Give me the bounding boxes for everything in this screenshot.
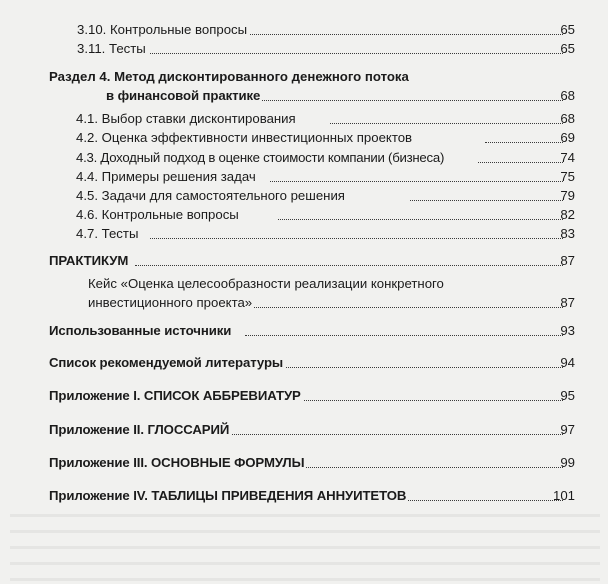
toc-entry-page: 79	[560, 188, 575, 203]
dot-leader	[135, 265, 563, 266]
toc-entry-4-4[interactable]	[0, 168, 608, 188]
dot-leader	[150, 238, 563, 239]
dot-leader	[248, 307, 563, 308]
toc-entry-title: Приложение IV. ТАБЛИЦЫ ПРИВЕДЕНИЯ АННУИТЕТОВ	[49, 488, 407, 503]
toc-entry-title: 4.3. Доходный подход в оценке стоимости компании (бизнеса)	[76, 150, 445, 165]
dot-leader	[330, 123, 563, 124]
toc-entry-title: Использованные источники	[49, 323, 232, 338]
dot-leader	[222, 434, 563, 435]
toc-entry-page: 65	[560, 41, 575, 56]
toc-entry-page: 99	[560, 455, 575, 470]
toc-section-4-title-line1[interactable]: Раздел 4. Метод дисконтированного денежного потока	[49, 69, 409, 84]
toc-entry-title: 4.6. Контрольные вопросы	[76, 207, 239, 222]
dot-leader	[282, 367, 563, 368]
toc-entry-page: 68	[560, 88, 575, 103]
toc-entry-page: 94	[560, 355, 575, 370]
toc-entry-page: 83	[560, 226, 575, 241]
toc-appendix-3[interactable]	[0, 454, 608, 474]
toc-entry-4-6[interactable]	[0, 206, 608, 226]
toc-entry-4-7[interactable]	[0, 225, 608, 245]
toc-entry-title: ПРАКТИКУМ	[49, 253, 129, 268]
toc-entry-page: 93	[560, 323, 575, 338]
toc-entry-page: 74	[560, 150, 575, 165]
dot-leader	[250, 34, 563, 35]
toc-entry-page: 87	[560, 295, 575, 310]
toc-case-title-line1[interactable]: Кейс «Оценка целесообразности реализации конкретного	[88, 276, 444, 291]
toc-entry-title: 4.1. Выбор ставки дисконтирования	[76, 111, 296, 126]
toc-entry-4-1[interactable]	[0, 110, 608, 130]
toc-entry-title: 4.7. Тесты	[76, 226, 139, 241]
toc-entry-page: 65	[560, 22, 575, 37]
dot-leader	[270, 181, 563, 182]
dot-leader	[150, 53, 563, 54]
toc-entry-page: 87	[560, 253, 575, 268]
toc-entry-title: Список рекомендуемой литературы	[49, 355, 284, 370]
toc-recommended-literature[interactable]	[0, 354, 608, 374]
toc-entry-title: инвестиционного проекта»	[88, 295, 253, 310]
toc-entry-page: 101	[552, 488, 575, 503]
toc-entry-4-5[interactable]	[0, 187, 608, 207]
toc-entry-title: в финансовой практике	[106, 88, 261, 103]
toc-entry-title: Приложение I. СПИСОК АББРЕВИАТУР	[49, 388, 301, 403]
dot-leader	[296, 467, 563, 468]
toc-appendix-2[interactable]	[0, 421, 608, 441]
toc-entry-page: 75	[560, 169, 575, 184]
dot-leader	[245, 335, 563, 336]
toc-practicum[interactable]	[0, 252, 608, 272]
toc-entry-page: 82	[560, 207, 575, 222]
toc-entry-4-2[interactable]	[0, 129, 608, 149]
toc-entry-page: 97	[560, 422, 575, 437]
toc-appendix-1[interactable]	[0, 387, 608, 407]
dot-leader	[290, 400, 563, 401]
bleed-through-shadow	[10, 514, 600, 584]
toc-entry-title: Приложение II. ГЛОССАРИЙ	[49, 422, 230, 437]
toc-entry-page: 69	[560, 130, 575, 145]
toc-used-sources[interactable]	[0, 322, 608, 342]
toc-entry-title: 3.11. Тесты	[77, 41, 146, 56]
toc-case[interactable]	[0, 294, 608, 314]
toc-entry-title: 4.2. Оценка эффективности инвестиционных проектов	[76, 130, 413, 145]
toc-entry-title: 4.5. Задачи для самостоятельного решения	[76, 188, 345, 203]
toc-entry-title: 4.4. Примеры решения задач	[76, 169, 256, 184]
toc-entry-title: Приложение III. ОСНОВНЫЕ ФОРМУЛЫ	[49, 455, 305, 470]
toc-section-4[interactable]	[0, 87, 608, 107]
toc-entry-3-11[interactable]	[0, 40, 608, 60]
toc-appendix-4[interactable]	[0, 487, 608, 507]
toc-entry-3-10[interactable]	[0, 21, 608, 41]
dot-leader	[278, 219, 563, 220]
dot-leader	[258, 100, 563, 101]
toc-entry-page: 95	[560, 388, 575, 403]
toc-entry-page: 68	[560, 111, 575, 126]
toc-entry-title: 3.10. Контрольные вопросы	[77, 22, 248, 37]
toc-entry-4-3[interactable]	[0, 149, 608, 169]
